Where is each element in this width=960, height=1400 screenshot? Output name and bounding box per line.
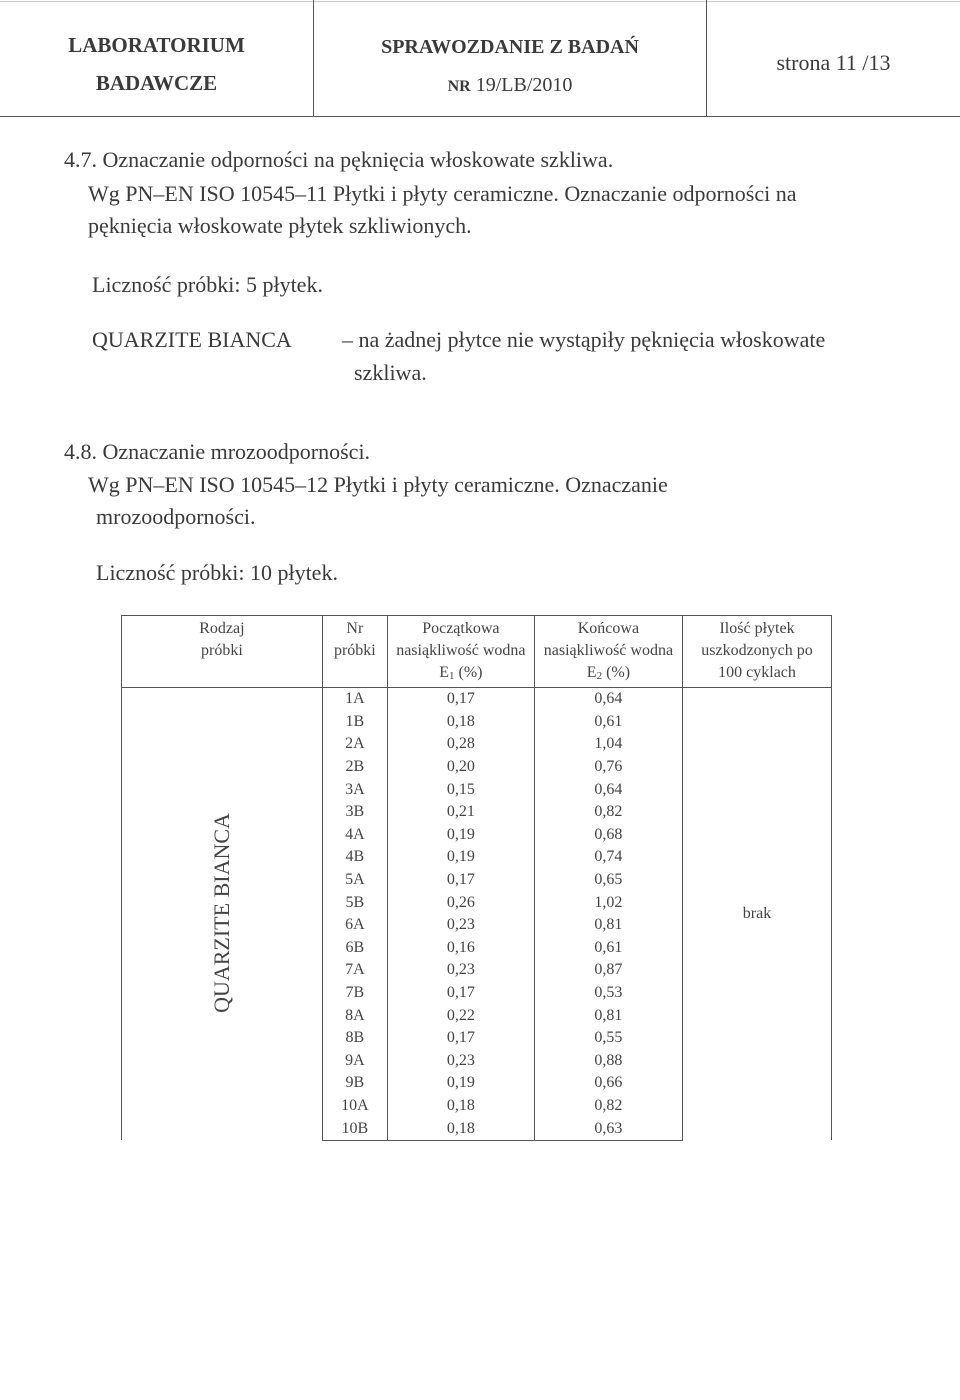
table-body [122, 688, 832, 1141]
final-absorption-cell: 0,53 [534, 982, 682, 1005]
initial-absorption-cell: 0,20 [387, 756, 534, 779]
initial-absorption-cell: 0,15 [387, 778, 534, 801]
initial-absorption-cell: 0,16 [387, 937, 534, 960]
header-damaged-count-line1: Ilość płytek [719, 620, 795, 637]
final-absorption-cell: 0,61 [534, 937, 682, 960]
sample-nr-cell: 1A [322, 688, 387, 711]
final-absorption-cell: 0,87 [534, 959, 682, 982]
initial-absorption-cell: 0,19 [387, 824, 534, 847]
final-absorption-cell: 0,88 [534, 1050, 682, 1073]
section-47-standard-line2: pęknięcia włoskowate płytek szkliwionych. [88, 213, 472, 238]
sample-nr-cell: 2A [322, 733, 387, 756]
lab-name [0, 26, 313, 102]
header-final-absorption-symbol [535, 662, 682, 687]
final-absorption-cell: 0,61 [534, 711, 682, 734]
initial-absorption-cell: 0,28 [387, 733, 534, 756]
report-number [314, 66, 706, 106]
initial-absorption-cell: 0,17 [387, 1027, 534, 1050]
sample-nr-cell: 8A [322, 1004, 387, 1027]
header-sample-type-line1: Rodzaj [199, 620, 245, 637]
initial-absorption-cell: 0,17 [387, 688, 534, 711]
sample-nr-cell: 4B [322, 846, 387, 869]
header-top-rule [0, 1, 960, 2]
initial-absorption-cell: 0,19 [387, 846, 534, 869]
sample-nr-cell: 1B [322, 711, 387, 734]
report-title [314, 28, 706, 106]
initial-absorption-cell: 0,18 [387, 1095, 534, 1118]
lab-name-line2: BADAWCZE [95, 71, 218, 95]
symbol-e2-sub: 2 [596, 670, 603, 682]
initial-absorption-cell: 0,21 [387, 801, 534, 824]
report-title-line1: SPRAWOZDANIE Z BADAŃ [381, 36, 639, 58]
final-absorption-cell: 0,64 [534, 778, 682, 801]
section-47-standard-line1: Wg PN–EN ISO 10545–11 Płytki i płyty ceramiczne. Oznaczanie odporności na [88, 181, 797, 206]
header-initial-absorption-line2: nasiąkliwość wodna [396, 642, 526, 659]
header-sample-type [122, 616, 323, 688]
section-47-heading: 4.7. Oznaczanie odporności na pęknięcia włoskowate szkliwa. [64, 147, 614, 172]
header-damaged-count-line2: uszkodzonych po [701, 642, 813, 659]
final-absorption-cell: 0,81 [534, 914, 682, 937]
sample-nr-cell: 9B [322, 1072, 387, 1095]
frost-resistance-table [121, 615, 832, 1141]
table-header-row [122, 616, 832, 688]
header-damaged-count-line3: 100 cyklach [718, 664, 796, 681]
sample-type-cell [122, 688, 323, 1141]
sample-nr-cell: 6A [322, 914, 387, 937]
report-number-value: 19/LB/2010 [475, 74, 573, 96]
header-initial-absorption-symbol [388, 662, 534, 687]
initial-absorption-cell: 0,23 [387, 1050, 534, 1073]
sample-nr-cell: 3A [322, 778, 387, 801]
final-absorption-cell: 1,02 [534, 891, 682, 914]
sample-nr-cell: 8B [322, 1027, 387, 1050]
symbol-e2: E [586, 664, 597, 681]
section-48-standard-line1: Wg PN–EN ISO 10545–12 Płytki i płyty ceramiczne. Oznaczanie [88, 472, 668, 497]
initial-absorption-cell: 0,17 [387, 982, 534, 1005]
report-header [0, 0, 960, 118]
section-47-sample-size: Liczność próbki: 5 płytek. [92, 272, 323, 297]
report-number-label: NR [447, 78, 471, 95]
header-sample-type-line2: próbki [201, 642, 243, 659]
sample-nr-cell: 3B [322, 801, 387, 824]
section-47-product: QUARZITE BIANCA [92, 327, 292, 352]
sample-nr-cell: 6B [322, 937, 387, 960]
sample-nr-cell: 9A [322, 1050, 387, 1073]
initial-absorption-cell: 0,18 [387, 1117, 534, 1140]
header-final-absorption [534, 616, 682, 688]
header-sample-nr [322, 616, 387, 688]
final-absorption-cell: 0,68 [534, 824, 682, 847]
sample-nr-cell: 7A [322, 959, 387, 982]
final-absorption-cell: 0,66 [534, 1072, 682, 1095]
header-damaged-count [683, 616, 832, 688]
final-absorption-cell: 0,82 [534, 801, 682, 824]
initial-absorption-cell: 0,23 [387, 914, 534, 937]
damaged-count-cell: brak [683, 688, 832, 1141]
header-initial-absorption [387, 616, 534, 688]
unit-e2: (%) [606, 664, 631, 681]
section-47-result-line2: szkliwa. [354, 360, 427, 385]
sample-nr-cell: 10B [322, 1117, 387, 1140]
final-absorption-cell: 0,81 [534, 1004, 682, 1027]
header-final-absorption-line2: nasiąkliwość wodna [543, 642, 674, 659]
sample-nr-cell: 7B [322, 982, 387, 1005]
unit-e1: (%) [458, 664, 483, 681]
initial-absorption-cell: 0,17 [387, 869, 534, 892]
header-final-absorption-line1: Końcowa [577, 620, 640, 637]
section-48-heading: 4.8. Oznaczanie mrozoodporności. [64, 439, 371, 464]
initial-absorption-cell: 0,19 [387, 1072, 534, 1095]
header-initial-absorption-line1: Początkowa [422, 620, 500, 637]
table-row [122, 688, 832, 711]
header-bottom-rule [0, 116, 960, 117]
final-absorption-cell: 0,76 [534, 756, 682, 779]
sample-nr-cell: 10A [322, 1095, 387, 1118]
lab-name-line1: LABORATORIUM [68, 33, 245, 57]
sample-type-label: QUARZITE BIANCA [208, 812, 234, 1013]
initial-absorption-cell: 0,23 [387, 959, 534, 982]
final-absorption-cell: 0,64 [534, 688, 682, 711]
final-absorption-cell: 0,82 [534, 1095, 682, 1118]
section-47-result-line1: – na żadnej płytce nie wystąpiły pęknięcia włoskowate [342, 327, 826, 352]
initial-absorption-cell: 0,18 [387, 711, 534, 734]
final-absorption-cell: 0,55 [534, 1027, 682, 1050]
section-48-standard-line2: mrozoodporności. [96, 504, 256, 529]
initial-absorption-cell: 0,22 [387, 1004, 534, 1027]
page-number: strona 11 /13 [776, 50, 891, 75]
sample-nr-cell: 5A [322, 869, 387, 892]
final-absorption-cell: 0,74 [534, 846, 682, 869]
sample-nr-cell: 2B [322, 756, 387, 779]
final-absorption-cell: 1,04 [534, 733, 682, 756]
sample-nr-cell: 4A [322, 824, 387, 847]
final-absorption-cell: 0,63 [534, 1117, 682, 1140]
header-sample-nr-line1: Nr [346, 620, 364, 637]
header-sample-nr-line2: próbki [333, 642, 376, 659]
symbol-e1-sub: 1 [448, 670, 455, 682]
final-absorption-cell: 0,65 [534, 869, 682, 892]
symbol-e1: E [439, 664, 449, 681]
initial-absorption-cell: 0,26 [387, 891, 534, 914]
sample-nr-cell: 5B [322, 891, 387, 914]
section-48-sample-size: Liczność próbki: 10 płytek. [96, 560, 338, 585]
